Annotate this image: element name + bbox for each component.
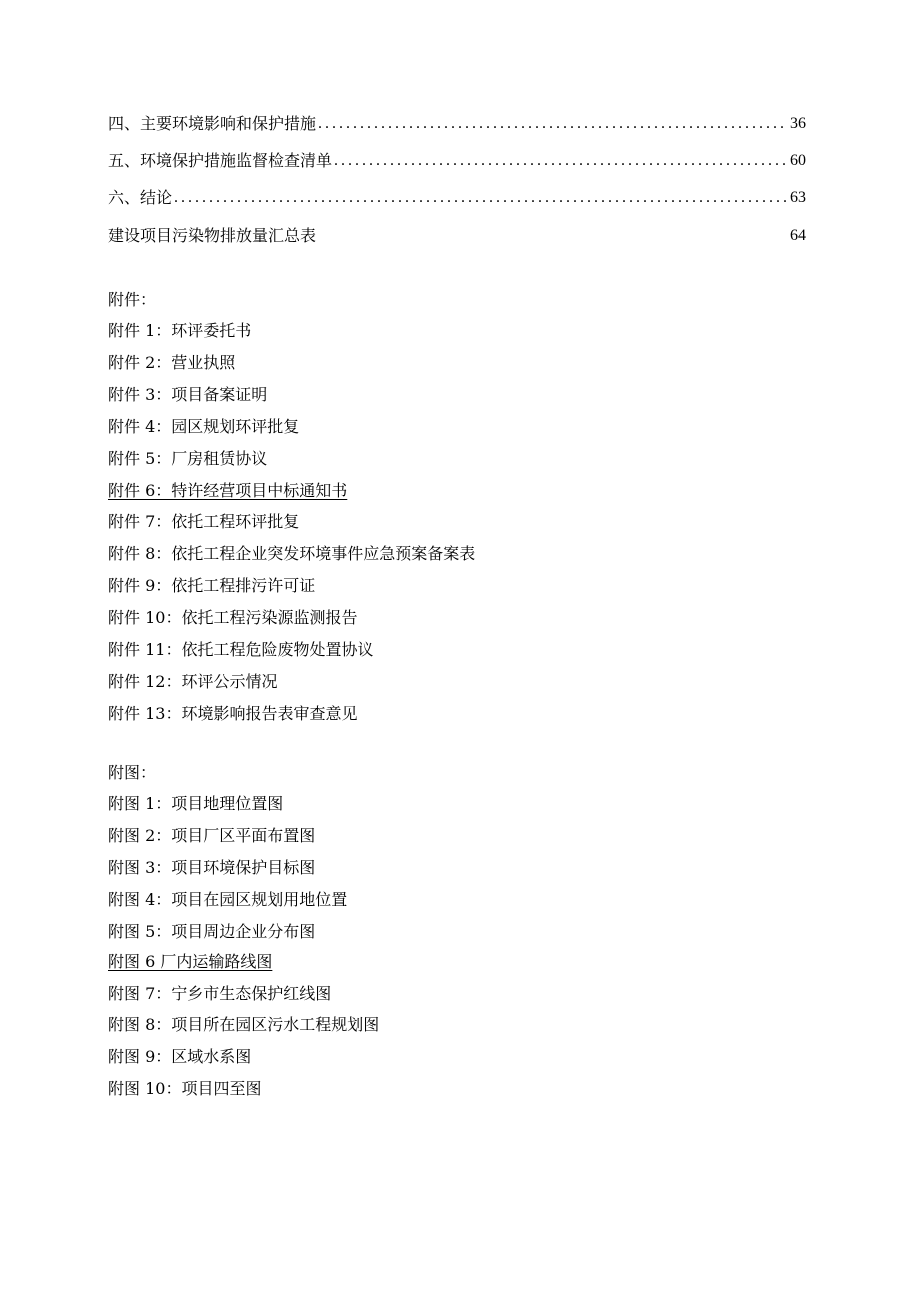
figures-heading: 附图：	[108, 763, 157, 782]
figure-item: 附图 3：项目环境保护目标图	[108, 858, 316, 877]
toc-entry-page: 64	[790, 227, 806, 244]
toc-leader-dots	[318, 114, 788, 134]
toc-entry-supervision-checklist[interactable]	[108, 145, 806, 171]
attachment-item: 附件 7：依托工程环评批复	[108, 512, 300, 531]
attachment-item: 附件 12：环评公示情况	[108, 672, 278, 691]
toc-entry-label: 建设项目污染物排放量汇总表	[108, 226, 317, 245]
figure-item: 附图 10：项目四至图	[108, 1079, 262, 1098]
toc-entry-conclusion[interactable]	[108, 182, 806, 208]
attachment-item: 附件 2：营业执照	[108, 353, 236, 372]
figure-item: 附图 4：项目在园区规划用地位置	[108, 890, 348, 909]
attachment-item: 附件 4：园区规划环评批复	[108, 417, 300, 436]
figure-item: 附图 1：项目地理位置图	[108, 794, 284, 813]
figure-item: 附图 5：项目周边企业分布图	[108, 922, 316, 941]
toc-entry-page: 63	[790, 189, 806, 206]
attachment-item: 附件 13：环境影响报告表审查意见	[108, 704, 358, 723]
attachment-item-underlined: 附件 6：特许经营项目中标通知书	[108, 481, 348, 500]
toc-entry-label: 四、主要环境影响和保护措施	[108, 114, 317, 133]
figure-item: 附图 8：项目所在园区污水工程规划图	[108, 1015, 380, 1034]
attachment-item: 附件 8：依托工程企业突发环境事件应急预案备案表	[108, 544, 476, 563]
attachment-item: 附件 11：依托工程危险废物处置协议	[108, 640, 374, 659]
attachments-heading: 附件：	[108, 290, 157, 309]
toc-entry-main-impacts[interactable]	[108, 108, 806, 134]
attachment-item: 附件 1：环评委托书	[108, 321, 252, 340]
attachment-item: 附件 9：依托工程排污许可证	[108, 576, 316, 595]
figure-item: 附图 2：项目厂区平面布置图	[108, 826, 316, 845]
figure-item: 附图 9：区域水系图	[108, 1047, 252, 1066]
attachment-item: 附件 3：项目备案证明	[108, 385, 268, 404]
toc-entry-emission-summary[interactable]	[108, 220, 806, 246]
figure-item-underlined: 附图 6 厂内运输路线图	[108, 952, 273, 971]
toc-leader-dots	[334, 151, 788, 171]
toc-entry-page: 36	[790, 115, 806, 132]
attachment-item: 附件 5：厂房租赁协议	[108, 449, 268, 468]
toc-entry-page: 60	[790, 152, 806, 169]
attachment-item: 附件 10：依托工程污染源监测报告	[108, 608, 358, 627]
toc-leader-dots	[174, 188, 788, 208]
toc-entry-label: 六、结论	[108, 188, 173, 207]
toc-entry-label: 五、环境保护措施监督检查清单	[108, 151, 333, 170]
figure-item: 附图 7：宁乡市生态保护红线图	[108, 984, 332, 1003]
